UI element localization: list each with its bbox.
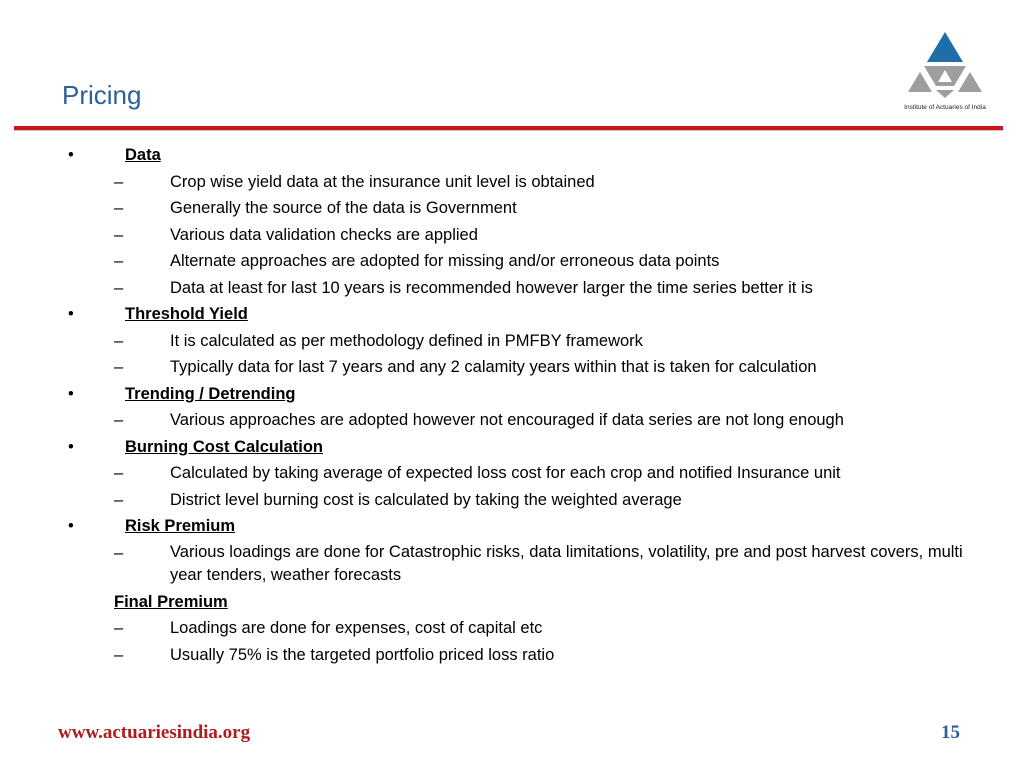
list-item-text: Generally the source of the data is Government [170,199,517,217]
list-item [0,460,1024,487]
list-item [0,615,1024,642]
dash-marker: – [114,411,124,429]
list-item-text: Usually 75% is the targeted portfolio priced loss ratio [170,645,555,664]
dash-marker: – [114,199,124,217]
section-heading-threshold-yield: Threshold Yield [125,305,248,323]
list-item-text: Various data validation checks are applied [170,225,478,244]
list-item-text: Typically data for last 7 years and any 2 calamity years within that is taken for calculation [170,358,817,376]
dash-marker: – [114,331,124,350]
header-divider [14,126,1003,130]
list-item-text: Loadings are done for expenses, cost of capital etc [170,619,543,637]
list-item [0,407,1024,434]
section-heading-row [0,301,1024,328]
list-item-text: Various approaches are adopted however not encouraged if data series are not long enough [170,411,844,429]
section-heading-row [0,381,1024,408]
institute-logo [896,30,994,112]
triangle-logo-icon [906,30,984,100]
section-heading-row [0,513,1024,540]
section-heading-risk-premium: Risk Premium [125,517,236,535]
bullet-marker: • [68,437,74,456]
section-heading-row [0,589,1024,616]
dash-marker: – [114,278,124,297]
list-item-text: It is calculated as per methodology defined in PMFBY framework [170,331,643,350]
dash-marker: – [114,619,124,637]
slide-title: Pricing [62,80,142,110]
section-heading-data: Data [125,146,161,164]
section-heading-row [0,142,1024,169]
bullet-marker: • [68,146,74,164]
section-heading-final-premium: Final Premium [114,592,228,611]
list-item [0,195,1024,222]
footer-website-link[interactable]: www.actuariesindia.org [58,722,251,743]
list-item [0,248,1024,275]
section-heading-row [0,434,1024,461]
dash-marker: – [114,543,124,562]
dash-marker: – [114,358,124,376]
dash-marker: – [114,225,124,244]
list-item [0,540,1024,589]
bullet-marker: • [68,305,74,323]
list-item [0,275,1024,302]
list-item [0,354,1024,381]
list-item [0,642,1024,669]
page-number: 15 [941,722,960,743]
list-item-text: Crop wise yield data at the insurance unit level is obtained [170,172,595,191]
bullet-marker: • [68,384,74,403]
list-item-text: Calculated by taking average of expected loss cost for each crop and notified Insurance unit [170,464,841,482]
dash-marker: – [114,490,124,509]
bullet-marker: • [68,517,74,535]
section-heading-burning-cost: Burning Cost Calculation [125,437,323,456]
logo-caption: Institute of Actuaries of India [904,104,986,111]
list-item [0,222,1024,249]
slide-content [0,142,1024,668]
list-item-text: Alternate approaches are adopted for missing and/or erroneous data points [170,252,720,270]
dash-marker: – [114,464,124,482]
list-item [0,169,1024,196]
dash-marker: – [114,645,124,664]
list-item [0,328,1024,355]
list-item [0,487,1024,514]
dash-marker: – [114,252,124,270]
list-item-text: District level burning cost is calculated by taking the weighted average [170,490,682,509]
list-item-text: Data at least for last 10 years is recommended however larger the time series better it is [170,278,813,297]
list-item-text: Various loadings are done for Catastrophic risks, data limitations, volatility, pre and post harvest covers, multi year tenders, weather forecasts [170,542,963,584]
section-heading-trending: Trending / Detrending [125,384,296,403]
dash-marker: – [114,172,124,191]
